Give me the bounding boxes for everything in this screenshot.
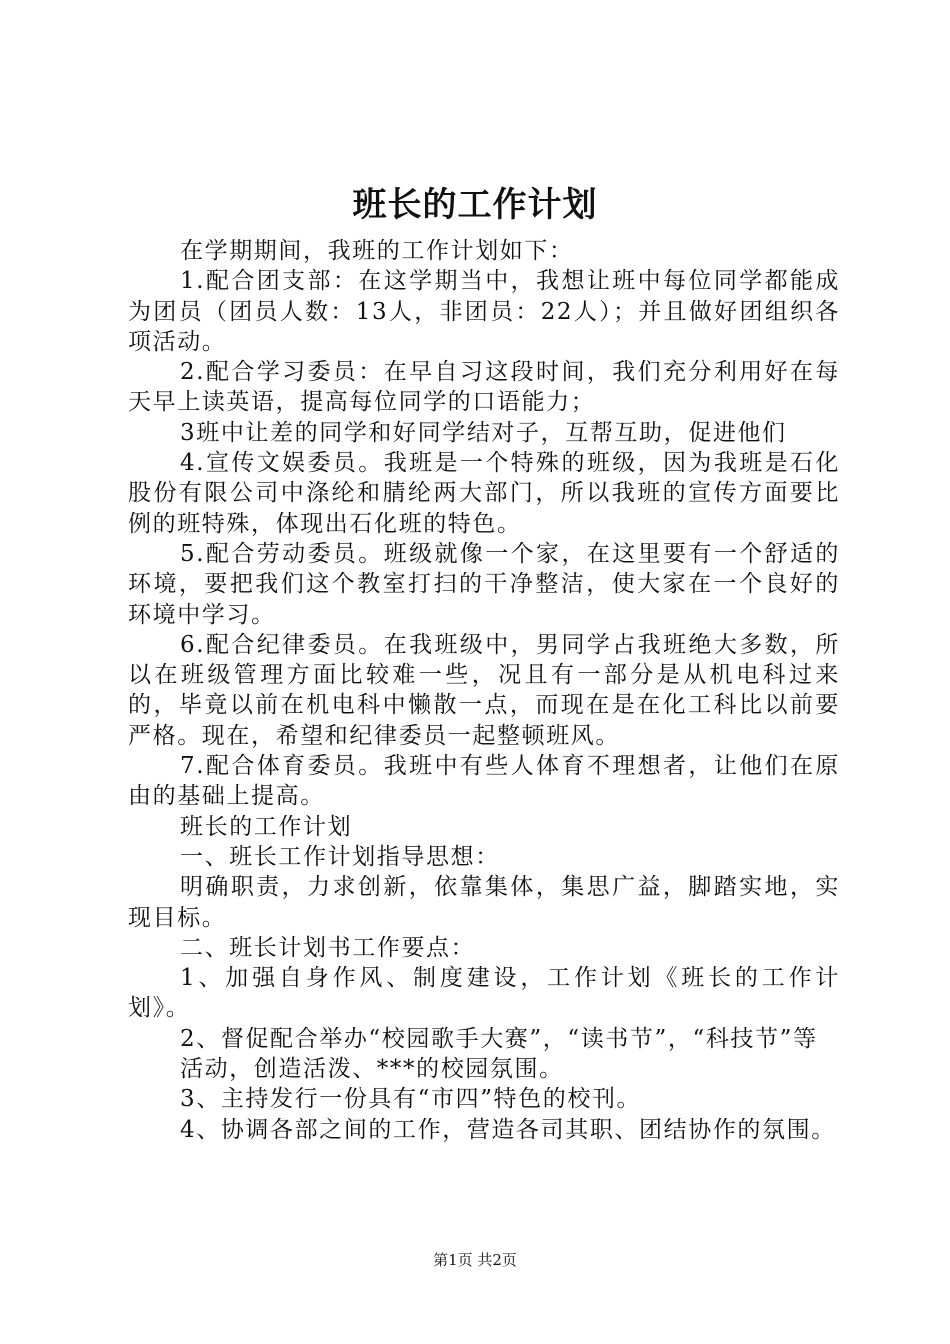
- paragraph-point-2: 2、督促配合举办“校园歌手大赛”，“读书节”，“科技节”等: [180, 1025, 818, 1052]
- paragraph-item-3: 3班中让差的同学和好同学结对子，互帮互助，促进他们: [180, 419, 787, 446]
- paragraph-point-2-cont: 活动，创造活泼、***的校园氛围。: [180, 1056, 564, 1083]
- paragraph-point-3: 3、主持发行一份具有“市四”特色的校刊。: [180, 1086, 642, 1113]
- paragraph-item-2: 2.配合学习委员：在早自习这段时间，我们充分利用好在每天早上读英语，提高每位同学的口语能力；: [128, 359, 840, 416]
- document-title: 班长的工作计划: [352, 185, 598, 225]
- document-body: [128, 236, 840, 1145]
- section-heading: 班长的工作计划: [180, 813, 353, 840]
- paragraph-guiding-idea: 明确职责，力求创新，依靠集体，集思广益，脚踏实地，实现目标。: [128, 874, 840, 931]
- paragraph-point-4: 4、协调各部之间的工作，营造各司其职、团结协作的氛围。: [180, 1116, 836, 1143]
- paragraph-item-5: 5.配合劳动委员。班级就像一个家，在这里要有一个舒适的环境，要把我们这个教室打扫的干净整洁，使大家在一个良好的环境中学习。: [128, 540, 840, 628]
- page-footer: 第1页 共2页: [433, 1251, 517, 1269]
- subheading-guiding-idea: 一、班长工作计划指导思想：: [180, 843, 500, 870]
- paragraph-intro: 在学期期间，我班的工作计划如下：: [180, 238, 574, 264]
- paragraph-point-1: 1、加强自身作风、制度建设，工作计划《班长的工作计划》。: [128, 965, 840, 1022]
- paragraph-item-6: 6.配合纪律委员。在我班级中，男同学占我班绝大多数，所以在班级管理方面比较难一些，况且有一部分是从机电科过来的，毕竟以前在机电科中懒散一点，而现在是在化工科比以前要严格。现在，希望和纪律委员一起整顿班风。: [128, 631, 840, 749]
- subheading-key-points: 二、班长计划书工作要点：: [180, 934, 476, 961]
- paragraph-item-4: 4.宣传文娱委员。我班是一个特殊的班级，因为我班是石化股份有限公司中涤纶和腈纶两大部门，所以我班的宣传方面要比例的班特殊，体现出石化班的特色。: [128, 450, 840, 537]
- paragraph-item-1: 1.配合团支部：在这学期当中，我想让班中每位同学都能成为团员（团员人数：13人，非团员：22人）；并且做好团组织各项活动。: [128, 268, 840, 355]
- paragraph-item-7: 7.配合体育委员。我班中有些人体育不理想者，让他们在原由的基础上提高。: [128, 753, 840, 810]
